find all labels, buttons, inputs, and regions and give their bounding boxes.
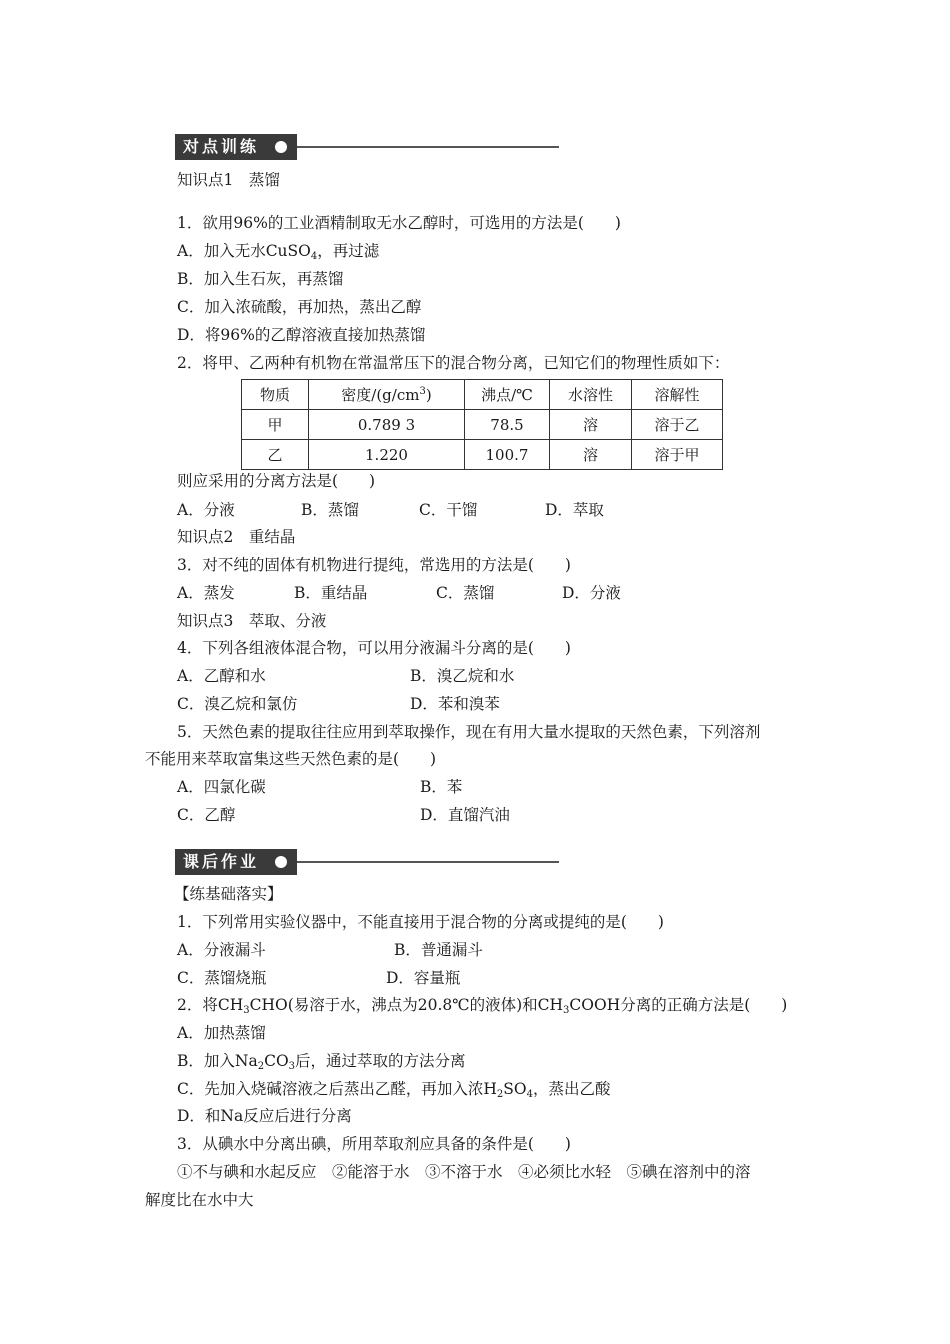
q4-option-b: B．溴乙烷和水 bbox=[410, 667, 515, 685]
header-density-sup: 3 bbox=[419, 386, 426, 397]
q3-option-c: C．蒸馏 bbox=[436, 584, 495, 602]
q1-option-c: C．加入浓硫酸，再加热，蒸出乙醇 bbox=[177, 298, 422, 316]
q3-option-b: B．重结晶 bbox=[294, 584, 368, 602]
q3-stem: 3．对不纯的固体有机物进行提纯，常选用的方法是( ) bbox=[177, 556, 571, 574]
s2-q2-option-c-sub2: 4 bbox=[526, 1089, 533, 1100]
s2-q2-stem-sub2: 3 bbox=[563, 1005, 570, 1016]
banner-label: 课后作业 bbox=[175, 849, 297, 875]
q1-stem: 1．欲用96%的工业酒精制取无水乙醇时，可选用的方法是( ) bbox=[177, 214, 621, 232]
s2-q1-option-b: B．普通漏斗 bbox=[394, 941, 483, 959]
table-cell: 78.5 bbox=[465, 410, 550, 440]
s2-q2-option-d: D．和Na反应后进行分离 bbox=[177, 1107, 352, 1125]
banner-rule bbox=[297, 861, 559, 863]
s2-q2-option-b-pre: B．加入Na bbox=[177, 1052, 258, 1070]
s2-q2-option-b-mid: CO bbox=[264, 1052, 289, 1070]
q4-option-c: C．溴乙烷和氯仿 bbox=[177, 695, 298, 713]
table-cell: 溶于乙 bbox=[632, 410, 723, 440]
s2-q3-conditions-line1: ①不与碘和水起反应 ②能溶于水 ③不溶于水 ④必须比水轻 ⑤碘在溶剂中的溶 bbox=[177, 1163, 751, 1181]
q5-option-d: D．直馏汽油 bbox=[420, 806, 510, 824]
section2-heading: 【练基础落实】 bbox=[174, 885, 283, 903]
q4-stem: 4．下列各组液体混合物，可以用分液漏斗分离的是( ) bbox=[177, 639, 571, 657]
s2-q1-option-a: A．分液漏斗 bbox=[177, 941, 266, 959]
s2-q1-option-c: C．蒸馏烧瓶 bbox=[177, 969, 267, 987]
table-cell: 溶 bbox=[550, 410, 632, 440]
s2-q2-stem-part2: CHO(易溶于水，沸点为20.8℃的液体)和CH bbox=[249, 996, 564, 1014]
q5-option-a: A．四氯化碳 bbox=[177, 778, 266, 796]
header-density bbox=[309, 380, 465, 410]
s2-q2-stem-part1: 2．将CH bbox=[177, 996, 244, 1014]
q2-option-d: D．萃取 bbox=[545, 501, 604, 519]
q3-option-a: A．蒸发 bbox=[177, 584, 235, 602]
q5-stem-line2: 不能用来萃取富集这些天然色素的是( ) bbox=[145, 750, 437, 768]
banner-label: 对点训练 bbox=[175, 134, 297, 160]
q1-option-a-pre: A．加入无水CuSO bbox=[177, 242, 311, 260]
s2-q2-option-b-sub1: 2 bbox=[257, 1061, 265, 1072]
table-row bbox=[242, 410, 723, 440]
q5-stem-line1: 5．天然色素的提取往往应用到萃取操作，现在有用大量水提取的天然色素，下列溶剂 bbox=[177, 723, 761, 741]
s2-q2-option-c bbox=[177, 1079, 610, 1099]
header-density-close: ) bbox=[425, 386, 432, 404]
q2-option-b: B．蒸馏 bbox=[301, 501, 359, 519]
q1-option-a-sub: 4 bbox=[310, 251, 318, 262]
header-water-solubility: 水溶性 bbox=[550, 380, 632, 410]
banner-dot-icon bbox=[275, 856, 287, 868]
banner-dot-icon bbox=[275, 141, 287, 153]
table-cell: 乙 bbox=[242, 440, 309, 470]
q1-option-a-post: ，再过滤 bbox=[317, 242, 380, 260]
q4-option-a: A．乙醇和水 bbox=[177, 667, 266, 685]
q3-option-d: D．分液 bbox=[562, 584, 621, 602]
table-cell: 溶于甲 bbox=[632, 440, 723, 470]
table-header-row bbox=[242, 380, 723, 410]
header-boiling-point: 沸点/℃ bbox=[465, 380, 550, 410]
s2-q2-stem bbox=[177, 995, 787, 1015]
s2-q1-stem: 1．下列常用实验仪器中，不能直接用于混合物的分离或提纯的是( ) bbox=[177, 913, 664, 931]
s2-q2-option-c-pre: C．先加入烧碱溶液之后蒸出乙醛，再加入浓H bbox=[177, 1080, 497, 1098]
s2-q2-option-b-post: 后，通过萃取的方法分离 bbox=[295, 1052, 466, 1070]
header-substance: 物质 bbox=[242, 380, 309, 410]
q2-stem: 2．将甲、乙两种有机物在常温常压下的混合物分离，已知它们的物理性质如下： bbox=[177, 354, 730, 372]
q5-option-b: B．苯 bbox=[420, 778, 463, 796]
s2-q2-stem-part3: COOH分离的正确方法是( ) bbox=[569, 996, 788, 1014]
q2-tail: 则应采用的分离方法是( ) bbox=[177, 472, 376, 490]
s2-q2-option-b-sub2: 3 bbox=[288, 1061, 296, 1072]
s2-q2-option-c-post: ，蒸出乙酸 bbox=[532, 1080, 611, 1098]
table-cell: 0.789 3 bbox=[309, 410, 465, 440]
banner-rule bbox=[297, 146, 559, 148]
table-cell: 100.7 bbox=[465, 440, 550, 470]
knowledge-point-1: 知识点1 蒸馏 bbox=[177, 171, 280, 189]
table-cell: 溶 bbox=[550, 440, 632, 470]
q4-option-d: D．苯和溴苯 bbox=[410, 695, 500, 713]
header-density-text: 密度/(g/cm bbox=[341, 386, 420, 404]
s2-q3-conditions-line2: 解度比在水中大 bbox=[145, 1191, 254, 1209]
properties-table bbox=[241, 379, 723, 470]
knowledge-point-2: 知识点2 重结晶 bbox=[177, 528, 296, 546]
q1-option-d: D．将96%的乙醇溶液直接加热蒸馏 bbox=[177, 326, 426, 344]
knowledge-point-3: 知识点3 萃取、分液 bbox=[177, 612, 327, 630]
table-cell: 甲 bbox=[242, 410, 309, 440]
s2-q2-option-c-sub1: 2 bbox=[496, 1089, 504, 1100]
section-banner-practice bbox=[175, 134, 559, 160]
q5-option-c: C．乙醇 bbox=[177, 806, 236, 824]
s2-q2-option-a: A．加热蒸馏 bbox=[177, 1024, 266, 1042]
header-solubility: 溶解性 bbox=[632, 380, 723, 410]
q2-option-a: A．分液 bbox=[177, 501, 235, 519]
s2-q2-option-c-mid: SO bbox=[503, 1080, 527, 1098]
q1-option-b: B．加入生石灰，再蒸馏 bbox=[177, 270, 344, 288]
q1-option-a bbox=[177, 241, 379, 261]
s2-q3-stem: 3．从碘水中分离出碘，所用萃取剂应具备的条件是( ) bbox=[177, 1135, 571, 1153]
table-row bbox=[242, 440, 723, 470]
s2-q2-option-b bbox=[177, 1051, 466, 1071]
q2-option-c: C．干馏 bbox=[419, 501, 478, 519]
s2-q2-stem-sub1: 3 bbox=[243, 1005, 250, 1016]
section-banner-homework bbox=[175, 849, 559, 875]
table-cell: 1.220 bbox=[309, 440, 465, 470]
s2-q1-option-d: D．容量瓶 bbox=[386, 969, 461, 987]
